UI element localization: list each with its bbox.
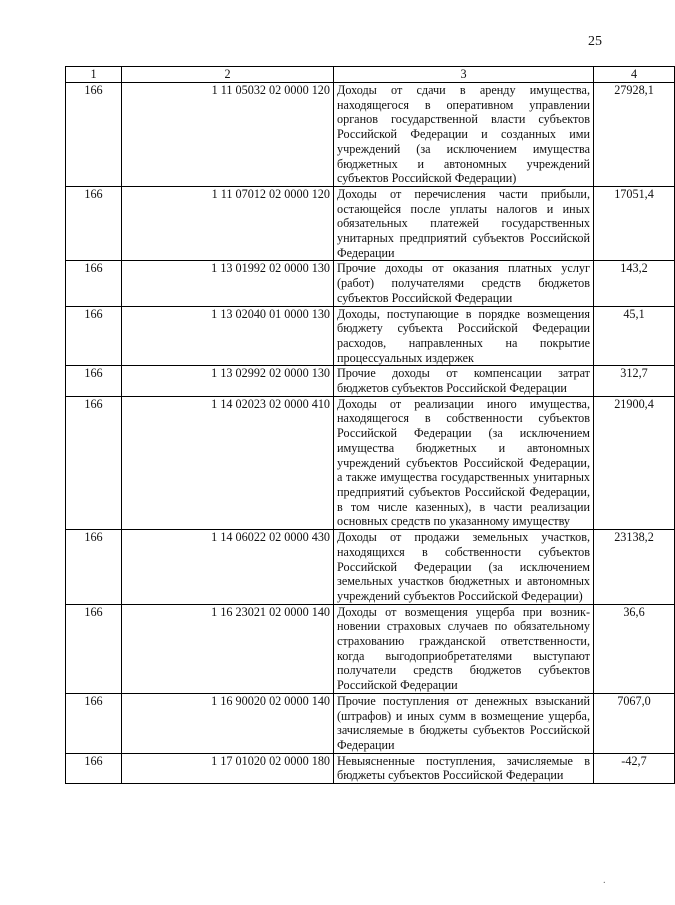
revenue-name-cell: Доходы, поступающие в порядке возмещения бюджету субъекта Российской Федерации расходов, направленных на покрытие процессуальных издержек [334, 306, 594, 366]
column-header-1: 1 [66, 67, 122, 83]
table-row [66, 261, 675, 306]
budget-classification-code-cell: 1 14 02023 02 0000 410 [122, 396, 334, 529]
revenue-name-cell: Прочие доходы от компенсации затрат бюджетов субъектов Российской Федерации [334, 366, 594, 396]
admin-code-cell: 166 [66, 693, 122, 753]
revenue-name-cell: Прочие поступления от денежных взысканий (штрафов) и иных сумм в возмещение ущерба, зачисляемые в бюджеты субъектов Российской Федерации [334, 693, 594, 753]
budget-classification-code-cell: 1 16 90020 02 0000 140 [122, 693, 334, 753]
table-row [66, 306, 675, 366]
header-row [66, 67, 675, 83]
amount-cell: 36,6 [594, 604, 675, 693]
amount-cell: 7067,0 [594, 693, 675, 753]
budget-classification-code-cell: 1 17 01020 02 0000 180 [122, 753, 334, 783]
admin-code-cell: 166 [66, 753, 122, 783]
revenue-table [65, 66, 675, 784]
table-row [66, 604, 675, 693]
admin-code-cell: 166 [66, 83, 122, 187]
budget-classification-code-cell: 1 11 05032 02 0000 120 [122, 83, 334, 187]
revenue-name-cell: Доходы от возмещения ущерба при возникновении страховых случаев по обязательному страхованию гражданской ответственности, когда выгодоприобретателями выступают получатели средств бюджетов субъектов Российской Федерации [334, 604, 594, 693]
amount-cell: 21900,4 [594, 396, 675, 529]
revenue-name-cell: Невыясненные поступления, зачисляемые в бюджеты субъектов Российской Федерации [334, 753, 594, 783]
column-header-4: 4 [594, 67, 675, 83]
column-header-2: 2 [122, 67, 334, 83]
revenue-name-cell: Прочие доходы от оказания платных услуг (работ) получателями средств бюджетов субъектов Российской Федерации [334, 261, 594, 306]
column-header-3: 3 [334, 67, 594, 83]
revenue-name-cell: Доходы от продажи земельных участков, находящихся в собственности субъектов Российской Федерации (за исключением земельных участков бюджетных и автономных учреждений субъектов Российской Федерации) [334, 530, 594, 605]
admin-code-cell: 166 [66, 604, 122, 693]
table-row [66, 693, 675, 753]
revenue-name-cell: Доходы от сдачи в аренду имущества, находящегося в оперативном управлении органов государственной власти субъектов Российской Федерации и созданных ими учреждений (за исключением имущества бюджетных и автономных учреждений субъектов Российской Федерации) [334, 83, 594, 187]
scan-speck: · [602, 878, 606, 889]
admin-code-cell: 166 [66, 186, 122, 261]
table-row [66, 83, 675, 187]
table-row [66, 366, 675, 396]
budget-classification-code-cell: 1 13 02040 01 0000 130 [122, 306, 334, 366]
admin-code-cell: 166 [66, 261, 122, 306]
table-row [66, 186, 675, 261]
table-row [66, 396, 675, 529]
admin-code-cell: 166 [66, 530, 122, 605]
amount-cell: 27928,1 [594, 83, 675, 187]
budget-classification-code-cell: 1 16 23021 02 0000 140 [122, 604, 334, 693]
table-body [66, 83, 675, 784]
budget-classification-code-cell: 1 14 06022 02 0000 430 [122, 530, 334, 605]
admin-code-cell: 166 [66, 396, 122, 529]
budget-classification-code-cell: 1 13 02992 02 0000 130 [122, 366, 334, 396]
amount-cell: 17051,4 [594, 186, 675, 261]
amount-cell: 45,1 [594, 306, 675, 366]
admin-code-cell: 166 [66, 306, 122, 366]
amount-cell: 312,7 [594, 366, 675, 396]
budget-classification-code-cell: 1 11 07012 02 0000 120 [122, 186, 334, 261]
revenue-name-cell: Доходы от реализации иного имущества, находящегося в собственности субъектов Российской Федерации (за исключением имущества бюджетных и автономных учреждений субъектов Российской Федерации, а также имущества государственных унитарных предприятий субъектов Российской Федерации, в том числе казенных), в части реализации основных средств по указанному имуществу [334, 396, 594, 529]
amount-cell: 143,2 [594, 261, 675, 306]
page-number: 25 [588, 34, 602, 49]
table-header [66, 67, 675, 83]
table-row [66, 753, 675, 783]
budget-classification-code-cell: 1 13 01992 02 0000 130 [122, 261, 334, 306]
amount-cell: -42,7 [594, 753, 675, 783]
admin-code-cell: 166 [66, 366, 122, 396]
revenue-name-cell: Доходы от перечисления части прибыли, остающейся после уплаты налогов и иных обязательных платежей государственных унитарных предприятий субъектов Российской Федерации [334, 186, 594, 261]
table-row [66, 530, 675, 605]
amount-cell: 23138,2 [594, 530, 675, 605]
